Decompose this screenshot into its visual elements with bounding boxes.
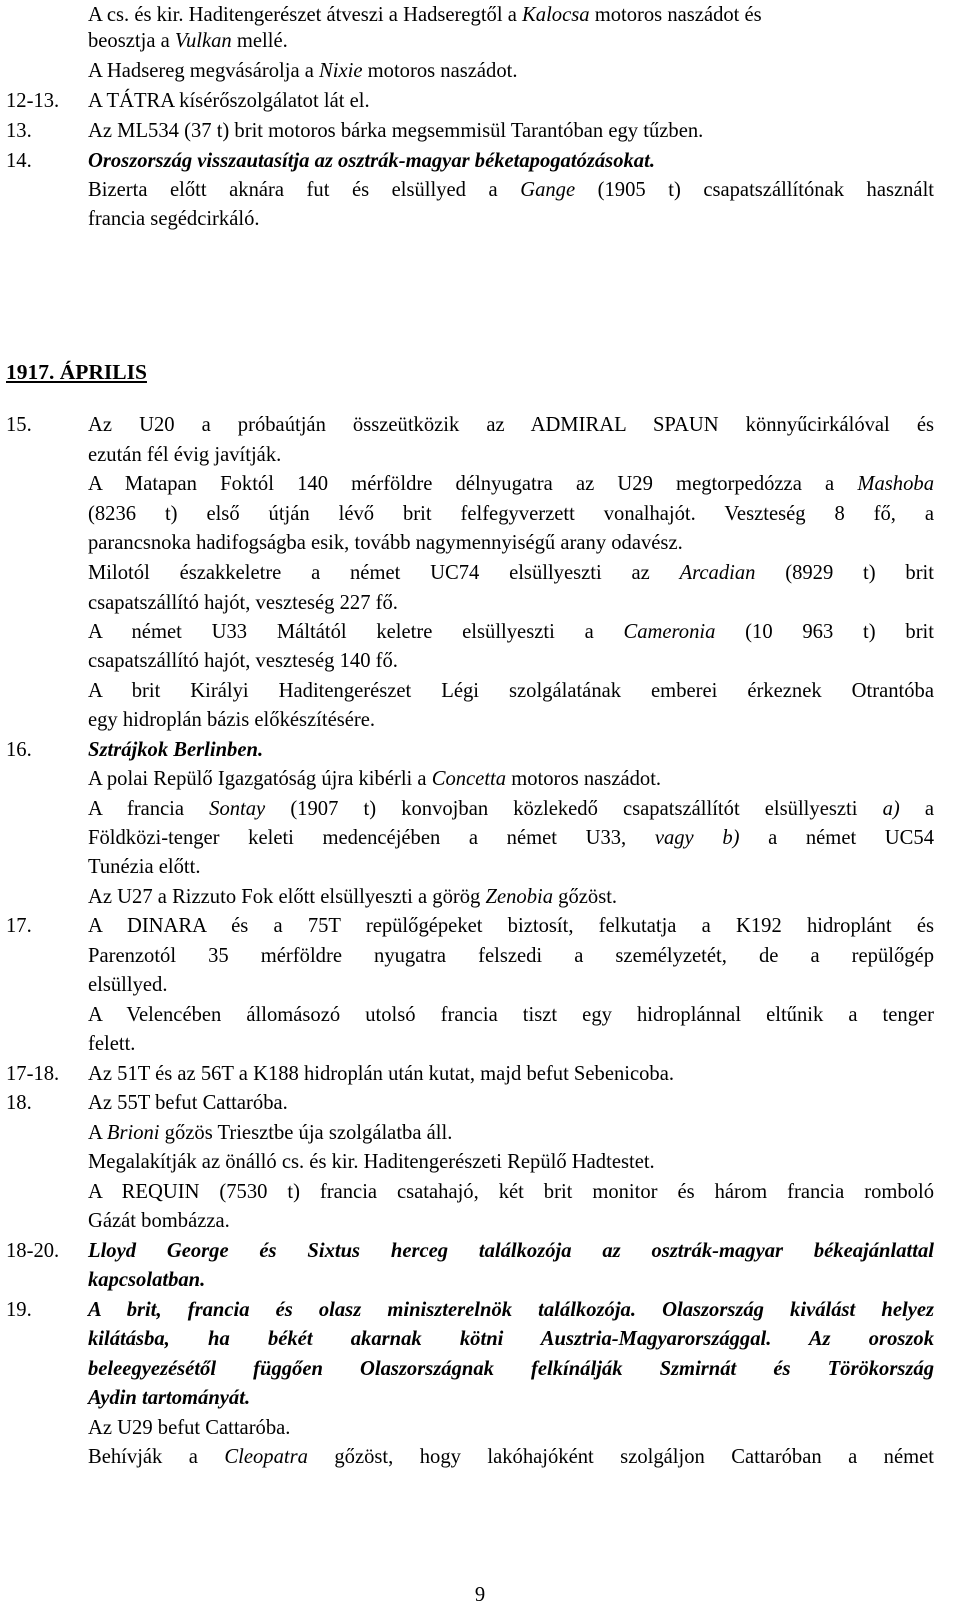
entry-text: [88, 1383, 250, 1413]
text-segment: Bizerta előtt aknára fut és elsüllyed a: [88, 179, 521, 201]
text-segment: A DINARA és a 75T repülőgépeket biztosít, felkutatja a K192 hidroplánt és: [88, 915, 934, 937]
text-segment: Az ML534 (37 t) brit motoros bárka megsemmisül Tarantóban egy tűzben.: [88, 120, 704, 142]
text-segment: gőzös Triesztbe úja szolgálatba áll.: [159, 1122, 453, 1144]
entry-text: [88, 1029, 135, 1059]
date-label: 16.: [6, 739, 32, 761]
text-segment: (1907 t) konvojban közlekedő csapatszállítót elsüllyeszti: [265, 798, 883, 820]
text-line: [0, 1413, 960, 1443]
month-heading: 1917. ÁPRILIS: [6, 360, 147, 384]
entry-text: [88, 882, 617, 912]
text-line: [0, 1236, 960, 1266]
text-segment: csapatszállító hajót, veszteség 140 fő.: [88, 650, 398, 672]
political-event-text: Aydin tartományát.: [88, 1387, 251, 1409]
text-line: [0, 558, 960, 588]
text-line: [0, 1088, 960, 1118]
entry-text: [88, 469, 934, 499]
text-segment: egy hidroplán bázis előkészítésére.: [88, 709, 376, 731]
text-segment: ezután fél évig javítják.: [88, 444, 282, 466]
text-segment: A brit Királyi Haditengerészet Légi szolgálatának emberei érkeznek Otrantóba: [88, 680, 934, 702]
entry-text: [88, 1265, 205, 1295]
text-segment: A francia: [88, 798, 210, 820]
entry-text: [88, 970, 168, 1000]
text-line: [0, 911, 960, 941]
text-segment: (8236 t) első útján lévő brit felfegyverzett vonalhajót. Veszteség 8 fő, a: [88, 503, 934, 525]
entry-text: [88, 764, 661, 794]
text-segment: A TÁTRA kísérőszolgálatot lát el.: [88, 90, 370, 112]
ship-name: Gange: [520, 179, 576, 201]
text-line: [0, 1206, 960, 1236]
entry-text: [88, 175, 934, 205]
entry-text: [88, 1088, 288, 1118]
entry-text: [88, 1354, 934, 1384]
text-line: [0, 646, 960, 676]
entry-text: [88, 558, 934, 588]
text-segment: csapatszállító hajót, veszteség 227 fő.: [88, 592, 398, 614]
entry-text: [88, 676, 934, 706]
text-segment: a: [899, 798, 934, 820]
text-segment: (1905 t) csapatszállítónak használt: [575, 179, 935, 201]
entry-text: [88, 86, 370, 116]
text-line: [0, 499, 960, 529]
text-line: [0, 1265, 960, 1295]
text-line: [0, 440, 960, 470]
political-event-text: kilátásba, ha békét akarnak kötni Ausztria-Magyarországgal. Az oroszok: [88, 1328, 934, 1350]
text-line: [0, 1059, 960, 1089]
text-line: [0, 823, 960, 853]
entry-text: [88, 1295, 934, 1325]
text-line: [0, 26, 960, 56]
text-segment: Az U20 a próbaútján összeütközik az ADMIRAL SPAUN könnyűcirkálóval és: [88, 414, 934, 436]
text-segment: (10 963 t) brit: [715, 621, 934, 643]
ship-name: Kalocsa: [522, 4, 590, 26]
text-line: [0, 116, 960, 146]
page-number: 9: [474, 1584, 486, 1606]
text-segment: (8929 t) brit: [755, 562, 934, 584]
entry-text: [88, 1442, 934, 1472]
ship-name: Nixie: [319, 60, 363, 82]
entry-text: [88, 410, 934, 440]
text-segment: a német UC54: [739, 827, 934, 849]
text-segment: Behívják a: [88, 1446, 225, 1468]
text-segment: elsüllyed.: [88, 974, 168, 996]
text-line: [0, 1000, 960, 1030]
text-line: [0, 1029, 960, 1059]
text-segment: Megalakítják az önálló cs. és kir. Haditengerészeti Repülő Hadtestet.: [88, 1151, 655, 1173]
text-segment: francia segédcirkáló.: [88, 208, 260, 230]
political-event-text: beleegyezésétől függően Olaszországnak felkínálják Szmirnát és Törökország: [88, 1358, 934, 1380]
text-line: [0, 56, 960, 86]
text-segment: Az 51T és az 56T a K188 hidroplán után kutat, majd befut Sebenicoba.: [88, 1063, 675, 1085]
ship-name: Sontay: [209, 798, 266, 820]
text-line: [0, 1354, 960, 1384]
date-label: 14.: [6, 150, 32, 172]
entry-text: [88, 440, 281, 470]
text-line: [0, 204, 960, 234]
text-segment: A REQUIN (7530 t) francia csatahajó, két brit monitor és három francia romboló: [88, 1181, 934, 1203]
entry-text: [88, 646, 398, 676]
ship-name: Arcadian: [679, 562, 756, 584]
entry-text: [88, 1147, 655, 1177]
text-segment: Földközi-tenger keleti medencéjében a német U33,: [88, 827, 655, 849]
text-line: [0, 735, 960, 765]
text-line: [0, 794, 960, 824]
text-line: [0, 882, 960, 912]
text-segment: A német U33 Máltától keletre elsüllyeszti a: [88, 621, 624, 643]
text-line: [0, 1147, 960, 1177]
political-event-text: Oroszország visszautasítja az osztrák-magyar béketapogatózásokat.: [88, 150, 655, 172]
text-line: [0, 617, 960, 647]
ship-name: Cleopatra: [224, 1446, 308, 1468]
date-label: 18-20.: [6, 1240, 60, 1262]
entry-text: [88, 1000, 934, 1030]
entry-text: [88, 1206, 230, 1236]
text-segment: parancsnoka hadifogságba esik, tovább nagymennyiségű arany odavész.: [88, 532, 683, 554]
text-segment: Milotól északkeletre a német UC74 elsüllyeszti az: [88, 562, 680, 584]
date-label: 15.: [6, 414, 32, 436]
entry-text: [88, 1177, 934, 1207]
text-segment: motoros naszádot és: [589, 4, 762, 26]
text-line: [0, 588, 960, 618]
text-segment: felett.: [88, 1033, 136, 1055]
ship-name: vagy b): [654, 827, 740, 849]
text-segment: motoros naszádot.: [362, 60, 518, 82]
political-event-text: kapcsolatban.: [88, 1269, 206, 1291]
text-segment: Gázát bombázza.: [88, 1210, 230, 1232]
ship-name: Vulkan: [174, 30, 232, 52]
text-segment: A polai Repülő Igazgatóság újra kibérli a: [88, 768, 432, 790]
text-line: [0, 528, 960, 558]
entry-text: [88, 528, 683, 558]
text-segment: A cs. és kir. Haditengerészet átveszi a Hadseregtől a: [88, 4, 523, 26]
entry-text: [88, 705, 375, 735]
political-event-text: Sztrájkok Berlinben.: [88, 739, 264, 761]
entry-text: [88, 588, 398, 618]
text-line: [0, 469, 960, 499]
text-line: [0, 941, 960, 971]
text-segment: beosztja a: [88, 30, 175, 52]
entry-text: [88, 499, 934, 529]
entry-text: [88, 852, 201, 882]
entry-text: [88, 1118, 452, 1148]
text-line: [0, 86, 960, 116]
text-line: [0, 1295, 960, 1325]
entry-text: [88, 146, 655, 176]
ship-name: Concetta: [431, 768, 507, 790]
text-line: [0, 705, 960, 735]
text-segment: gőzöst, hogy lakóhajóként szolgáljon Cattaróban a német: [307, 1446, 934, 1468]
ship-name: Brioni: [106, 1122, 160, 1144]
text-segment: A Hadsereg megvásárolja a: [88, 60, 320, 82]
text-segment: Tunézia előtt.: [88, 856, 201, 878]
text-line: [0, 410, 960, 440]
entry-text: [88, 1236, 934, 1266]
text-segment: motoros naszádot.: [506, 768, 662, 790]
date-label: 12-13.: [6, 90, 60, 112]
entry-text: [88, 116, 703, 146]
entry-text: [88, 26, 288, 56]
ship-name: Zenobia: [485, 886, 554, 908]
date-label: 17.: [6, 915, 32, 937]
entry-text: [88, 56, 518, 86]
entry-text: [88, 204, 260, 234]
text-segment: Az U29 befut Cattaróba.: [88, 1417, 291, 1439]
entry-text: [88, 735, 263, 765]
entry-text: [88, 941, 934, 971]
text-segment: Az U27 a Rizzuto Fok előtt elsüllyeszti a görög: [88, 886, 486, 908]
date-label: 18.: [6, 1092, 32, 1114]
date-label: 13.: [6, 120, 32, 142]
text-segment: mellé.: [231, 30, 288, 52]
entry-text: [88, 1059, 674, 1089]
political-event-text: A brit, francia és olasz miniszterelnök találkozója. Olaszország kiválást helyez: [88, 1299, 934, 1321]
text-line: [0, 970, 960, 1000]
entry-text: [88, 1413, 290, 1443]
text-line: [0, 146, 960, 176]
political-event-text: Lloyd George és Sixtus herceg találkozója az osztrák-magyar békeajánlattal: [88, 1240, 934, 1262]
text-line: [0, 852, 960, 882]
text-segment: Az 55T befut Cattaróba.: [88, 1092, 288, 1114]
ship-name: a): [882, 798, 900, 820]
text-segment: gőzöst.: [553, 886, 618, 908]
entry-text: [88, 1324, 934, 1354]
entry-text: [88, 617, 934, 647]
text-segment: A Matapan Foktól 140 mérföldre délnyugatra az U29 megtorpedózza a: [88, 473, 858, 495]
ship-name: Mashoba: [857, 473, 934, 495]
date-label: 19.: [6, 1299, 32, 1321]
text-segment: Parenzotól 35 mérföldre nyugatra felszedi a személyzetét, de a repülőgép: [88, 945, 934, 967]
ship-name: Cameronia: [623, 621, 716, 643]
text-segment: A Velencében állomásozó utolsó francia tiszt egy hidroplánnal eltűnik a tenger: [88, 1004, 934, 1026]
entry-text: [88, 911, 934, 941]
text-line: [0, 1177, 960, 1207]
date-label: 17-18.: [6, 1063, 60, 1085]
entry-text: [88, 794, 934, 824]
entry-text: [88, 823, 934, 853]
text-line: [0, 1324, 960, 1354]
text-segment: A: [88, 1122, 107, 1144]
text-line: [0, 764, 960, 794]
text-line: [0, 1383, 960, 1413]
text-line: [0, 175, 960, 205]
text-line: [0, 1118, 960, 1148]
text-line: [0, 676, 960, 706]
text-line: [0, 1442, 960, 1472]
